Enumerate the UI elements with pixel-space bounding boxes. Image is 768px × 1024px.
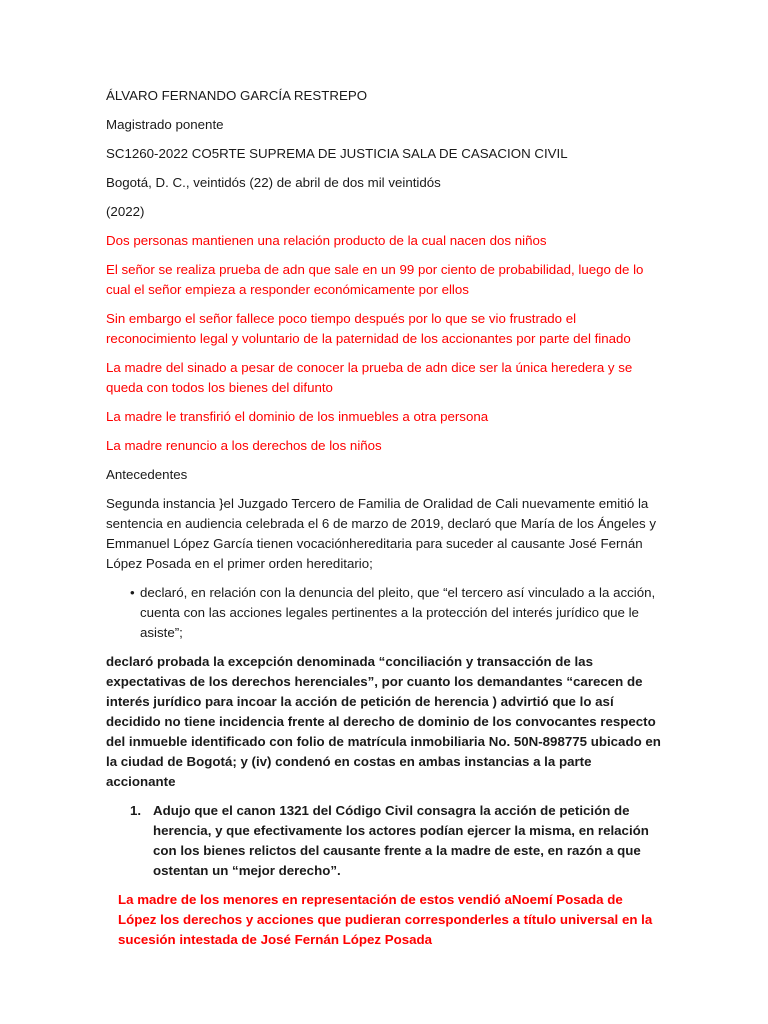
note-paragraph: La madre del sinado a pesar de conocer la prueba de adn dice ser la única heredera y se queda con todos los bienes del difunto: [106, 360, 633, 395]
note-paragraph: Sin embargo el señor fallece poco tiempo después por lo que se vio frustrado el reconocimiento legal y voluntario de la paternidad de los accionantes por parte del finado: [106, 311, 631, 346]
numbered-list: [106, 801, 662, 881]
document-body: [106, 86, 662, 959]
note-paragraph: El señor se realiza prueba de adn que sale en un 99 por ciento de probabilidad, luego de lo cual el señor empieza a responder económicamente por ellos: [106, 262, 644, 297]
bullet-item: • declaró, en relación con la denuncia del pleito, que “el tercero así vinculado a la acción, cuenta con las acciones legales pertinentes a la protección del interés jurídico que le asiste”;: [106, 583, 662, 643]
document-year: (2022): [106, 204, 145, 219]
excepcion-paragraph: declaró probada la excepción denominada “conciliación y transacción de las expectativas de los derechos herenciales”, por cuanto los demandantes “carecen de interés jurídico para incoar la acción de petición de herencia ) advirtió que lo así decidido no tiene incidencia frente al derecho de dominio de los convocantes respecto del inmueble identificado con folio de matrícula inmobiliaria No. 50N-898775 ubicado en la ciudad de Bogotá; y (iv) condenó en costas en ambas instancias a la parte accionante: [106, 654, 661, 789]
antecedentes-heading: Antecedentes: [106, 467, 188, 482]
item-number: 1.: [130, 803, 142, 818]
numbered-item: [106, 801, 662, 881]
venta-paragraph: La madre de los menores en representación de estos vendió aNoemí Posada de López los derechos y acciones que pudieran corresponderles a título universal en la sucesión intestada de José Fernán López Posada: [118, 892, 653, 947]
bullet-list: [106, 583, 662, 643]
case-reference: SC1260-2022 CO5RTE SUPREMA DE JUSTICIA SALA DE CASACION CIVIL: [106, 146, 568, 161]
magistrate-name: ÁLVARO FERNANDO GARCÍA RESTREPO: [106, 88, 368, 103]
segunda-instancia-paragraph: Segunda instancia }el Juzgado Tercero de Familia de Oralidad de Cali nuevamente emitió la sentencia en audiencia celebrada el 6 de marzo de 2019, declaró que María de los Ángeles y Emmanuel López García tienen vocaciónhereditaria para suceder al causante José Fernán López Posada en el primer orden hereditario;: [106, 496, 656, 571]
note-paragraph: La madre renuncio a los derechos de los niños: [106, 438, 382, 453]
document-date: Bogotá, D. C., veintidós (22) de abril de dos mil veintidós: [106, 175, 441, 190]
magistrate-role: Magistrado ponente: [106, 117, 224, 132]
note-paragraph: Dos personas mantienen una relación producto de la cual nacen dos niños: [106, 233, 547, 248]
note-paragraph: La madre le transfirió el dominio de los inmuebles a otra persona: [106, 409, 489, 424]
item-text: Adujo que el canon 1321 del Código Civil consagra la acción de petición de herencia, y que efectivamente los actores podían ejercer la misma, en relación con los bienes relictos del causante frente a la madre de este, en razón a que ostentan un “mejor derecho”.: [153, 803, 649, 878]
red-bold-block: [106, 890, 662, 950]
